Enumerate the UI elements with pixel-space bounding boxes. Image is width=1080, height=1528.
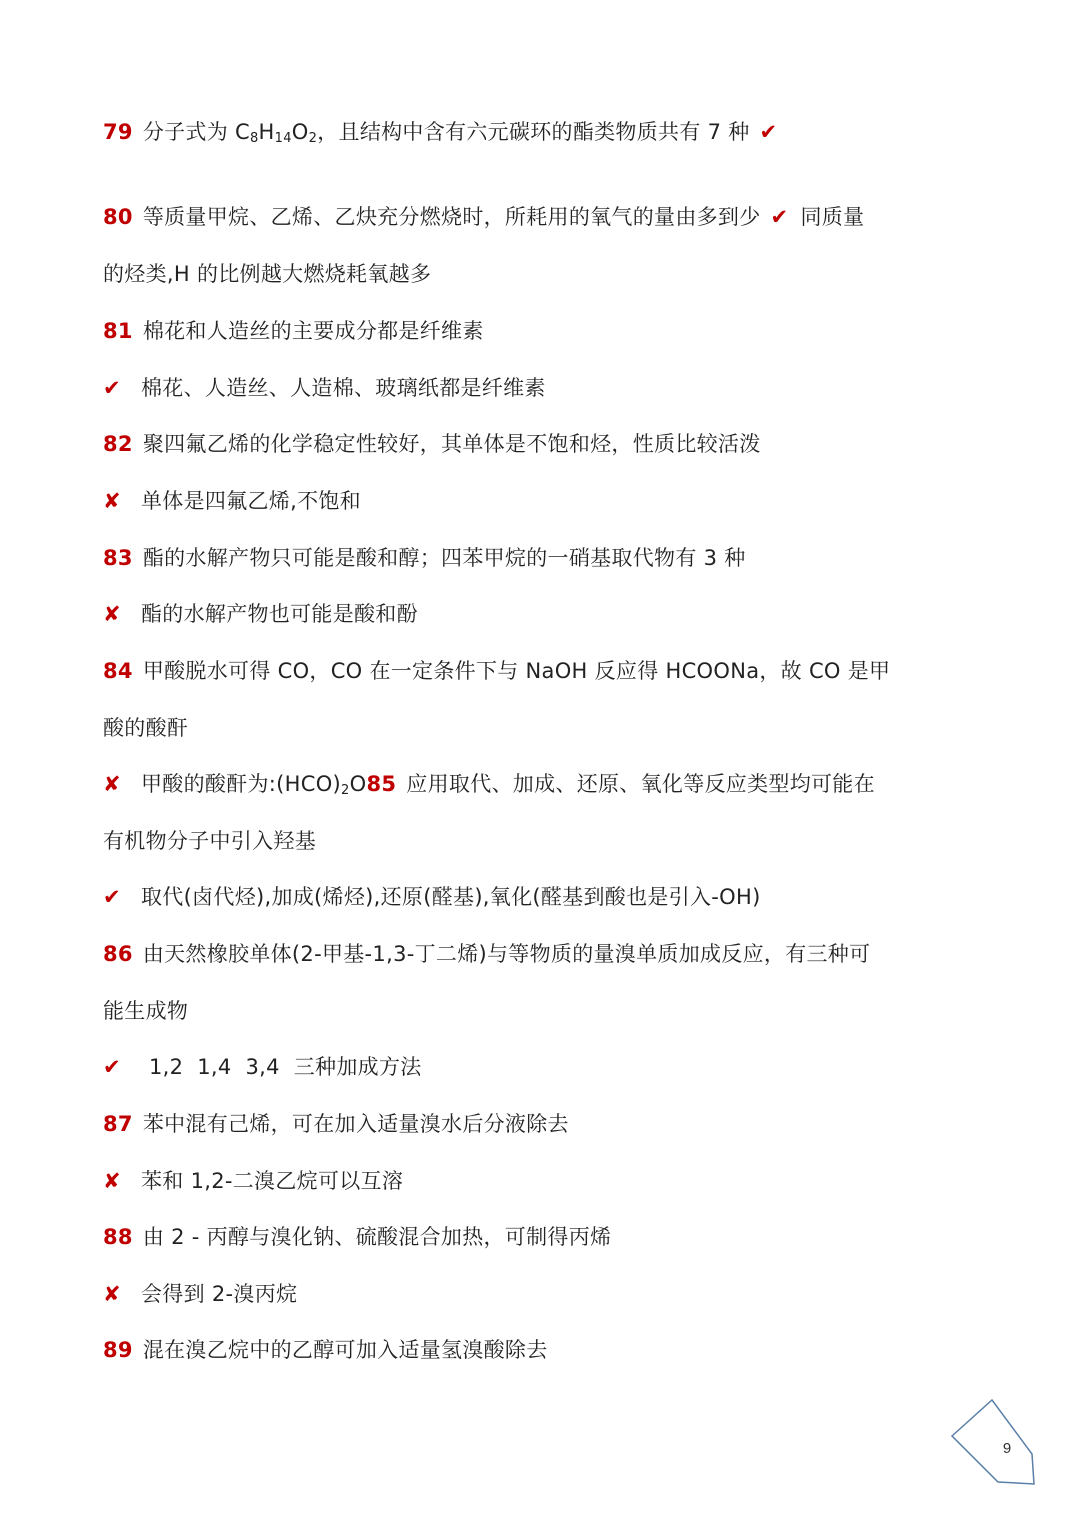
question-text: 由天然橡胶单体(2-甲基-1,3-丁二烯)与等物质的量溴单质加成反应，有三种可 (142, 942, 871, 966)
check-icon: ✔ (759, 120, 778, 144)
question-number: 82 (103, 432, 133, 456)
question-text: 聚四氟乙烯的化学稳定性较好，其单体是不饱和烃，性质比较活泼 (142, 432, 761, 456)
question-87 (103, 1109, 569, 1139)
question-number: 87 (103, 1112, 133, 1136)
answer-text: 会得到 2-溴丙烷 (141, 1282, 298, 1306)
question-text: 混在溴乙烷中的乙醇可加入适量氢溴酸除去 (142, 1338, 548, 1362)
question-79 (103, 117, 789, 147)
answer-text: 酯的水解产物也可能是酸和酚 (141, 602, 418, 626)
question-85-cont: 有机物分子中引入羟基 (103, 829, 316, 853)
question-number: 89 (103, 1338, 133, 1362)
question-84 (103, 656, 890, 686)
question-text: 甲酸脱水可得 CO，CO 在一定条件下与 NaOH 反应得 HCOONa，故 CO 是甲 (142, 659, 891, 683)
question-86 (103, 939, 870, 969)
answer-83 (103, 599, 418, 629)
question-number: 86 (103, 942, 133, 966)
question-number: 80 (103, 205, 133, 229)
question-80 (103, 202, 864, 232)
answer-88 (103, 1279, 297, 1309)
answer-text: 甲酸的酸酐为$:(HCO)_2O$ (141, 772, 367, 798)
question-number: 84 (103, 659, 133, 683)
answer-80: 的烃类,H 的比例越大燃烧耗氧越多 (103, 262, 432, 286)
question-number: 81 (103, 319, 133, 343)
answer-text: 同质量 (800, 205, 865, 229)
check-icon: ✔ (103, 885, 121, 909)
answer-text: 取代(卤代烃),加成(烯烃),还原(醛基),氧化(醛基到酸也是引入-OH) (141, 885, 761, 909)
cross-icon: ✘ (103, 602, 121, 626)
question-text: 由 2 - 丙醇与溴化钠、硫酸混合加热，可制得丙烯 (142, 1225, 612, 1249)
answer-text: 苯和 1,2-二溴乙烷可以互溶 (141, 1169, 404, 1193)
answer-84 (103, 769, 875, 799)
question-86-cont: 能生成物 (103, 999, 189, 1023)
question-81 (103, 316, 484, 346)
question-89 (103, 1335, 548, 1365)
answer-81 (103, 373, 546, 403)
question-text: 酯的水解产物只可能是酸和醇；四苯甲烷的一硝基取代物有 3 种 (142, 546, 746, 570)
answer-87 (103, 1166, 403, 1196)
question-number: 83 (103, 546, 133, 570)
question-number-85: 85 (366, 772, 397, 796)
question-text: 分子式为 $C_8H_{14}O_2$，且结构中含有六元碳环的酯类物质共有 7 种 (142, 120, 750, 146)
question-83 (103, 543, 746, 573)
answer-text: 棉花、人造丝、人造棉、玻璃纸都是纤维素 (141, 376, 546, 400)
answer-86 (103, 1052, 422, 1082)
page-number: 9 (1002, 1440, 1012, 1457)
question-85-text: 应用取代、加成、还原、氧化等反应类型均可能在 (406, 772, 875, 796)
question-number: 88 (103, 1225, 133, 1249)
question-text: 苯中混有己烯，可在加入适量溴水后分液除去 (142, 1112, 569, 1136)
question-number: 79 (103, 120, 133, 144)
answer-text: 1,2 1,4 3,4 三种加成方法 (149, 1055, 422, 1079)
question-text: 等质量甲烷、乙烯、乙炔充分燃烧时，所耗用的氧气的量由多到少 (142, 205, 761, 229)
check-icon: ✔ (103, 376, 121, 400)
answer-82 (103, 486, 361, 516)
question-82 (103, 429, 761, 459)
answer-text: 单体是四氟乙烯,不饱和 (141, 489, 361, 513)
page-badge-icon (948, 1398, 1040, 1490)
cross-icon: ✘ (103, 1282, 121, 1306)
question-text: 棉花和人造丝的主要成分都是纤维素 (142, 319, 484, 343)
question-88 (103, 1222, 611, 1252)
cross-icon: ✘ (103, 1169, 121, 1193)
cross-icon: ✘ (103, 489, 121, 513)
check-icon: ✔ (770, 205, 789, 229)
check-icon: ✔ (103, 1055, 121, 1079)
question-84-cont: 酸的酸酐 (103, 716, 189, 740)
cross-icon: ✘ (103, 772, 121, 796)
answer-85 (103, 882, 761, 912)
